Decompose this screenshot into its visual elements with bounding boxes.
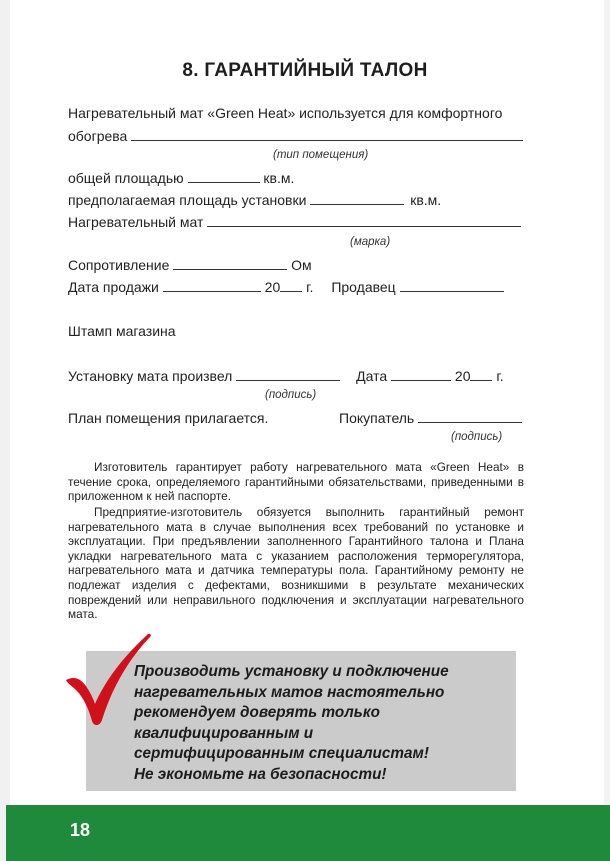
installer-field[interactable] [236,369,340,381]
notice-text [134,662,514,785]
install-area-unit: кв.м. [410,192,442,208]
year-suffix: г. [306,279,314,295]
sale-year-field[interactable] [280,280,302,292]
checkmark-shape [66,634,151,725]
mat-label: Нагревательный мат [68,214,204,230]
installer-signature-hint: (подпись) [265,389,317,401]
install-area-field[interactable] [310,193,404,205]
warranty-paragraph-2: Предприятие-изготовитель обязуется выполнить гарантийный ремонт нагревательного мата в случае выполнения всех требований по установке и эксплуатации. При предъявлении заполненного Гарантийного талона и Плана укладки нагревательного мата с указанием расположения терморегулятора, нагревательного мата и датчика температуры пола. Гарантийному ремонту не подлежат изделия с дефектами, возникшими в результате механических повреждений или неправильного подключения и эксплуатации нагревательного мата. [68,505,524,622]
seller-label: Продавец [331,279,396,295]
install-area-label: предполагаемая площадь установки [68,192,307,208]
install-year-suffix: г. [496,368,504,384]
notice-line-6: Не экономьте на безопасности! [134,765,387,783]
notice-line-5: сертифицированным специалистам! [134,745,429,762]
form-line-install-area [68,192,441,208]
usage-text: Нагревательный мат «Green Heat» используется для комфортного [68,105,503,121]
notice-line-4: квалифицированным и [134,724,314,742]
install-year-prefix: 20 [454,368,471,384]
install-date-field[interactable] [391,369,451,381]
form-line-installer [68,368,504,384]
form-line-sale [68,279,504,295]
total-area-label: общей площадью [68,170,184,186]
footer-bar [6,805,610,861]
form-line-mat [68,214,521,230]
install-year-field[interactable] [470,369,492,381]
total-area-unit: кв.м. [263,170,295,186]
stamp-label: Штамп магазина [68,323,176,339]
page-edge-right [604,0,610,861]
sale-date-label: Дата продажи [68,279,159,295]
warranty-paragraph-1: Изготовитель гарантирует работу нагревательного мата «Green Heat» в течение срока, определяемого гарантийными обязательствами, приведенными в приложенном к ней паспорте. [68,460,524,504]
sale-date-field[interactable] [163,280,261,292]
buyer-field[interactable] [418,411,522,423]
room-type-field[interactable] [131,129,523,141]
installer-label: Установку мата произвел [68,368,233,384]
notice-line-2: нагревательных матов настоятельно [134,683,445,701]
plan-label: План помещения прилагается. [68,410,269,426]
resistance-field[interactable] [173,258,287,270]
year-prefix: 20 [264,279,281,295]
page-edge [0,0,10,861]
mat-brand-field[interactable] [207,215,521,227]
page-title: 8. ГАРАНТИЙНЫЙ ТАЛОН [182,60,428,81]
buyer-label: Покупатель [339,410,415,426]
resistance-unit: Ом [291,257,312,273]
room-type-hint: (тип помещения) [273,149,369,161]
notice-line-3: рекомендуем доверять только [134,704,380,721]
form-line-plan [68,410,268,426]
install-date-label: Дата [356,368,388,384]
buyer-signature-hint: (подпись) [451,431,503,443]
notice-line-1: Производить установку и подключение [134,663,449,680]
brand-hint: (марка) [350,236,391,248]
form-line-usage [68,105,502,121]
form-line-heating [68,128,523,144]
form-line-buyer [339,410,522,426]
seller-field[interactable] [400,280,504,292]
page-number: 18 [70,820,91,840]
resistance-label: Сопротивление [68,257,170,273]
checkmark-icon [62,628,154,736]
form-line-total-area [68,170,294,186]
form-line-resistance [68,257,312,273]
total-area-field[interactable] [188,171,260,183]
heating-label: обогрева [68,128,128,144]
